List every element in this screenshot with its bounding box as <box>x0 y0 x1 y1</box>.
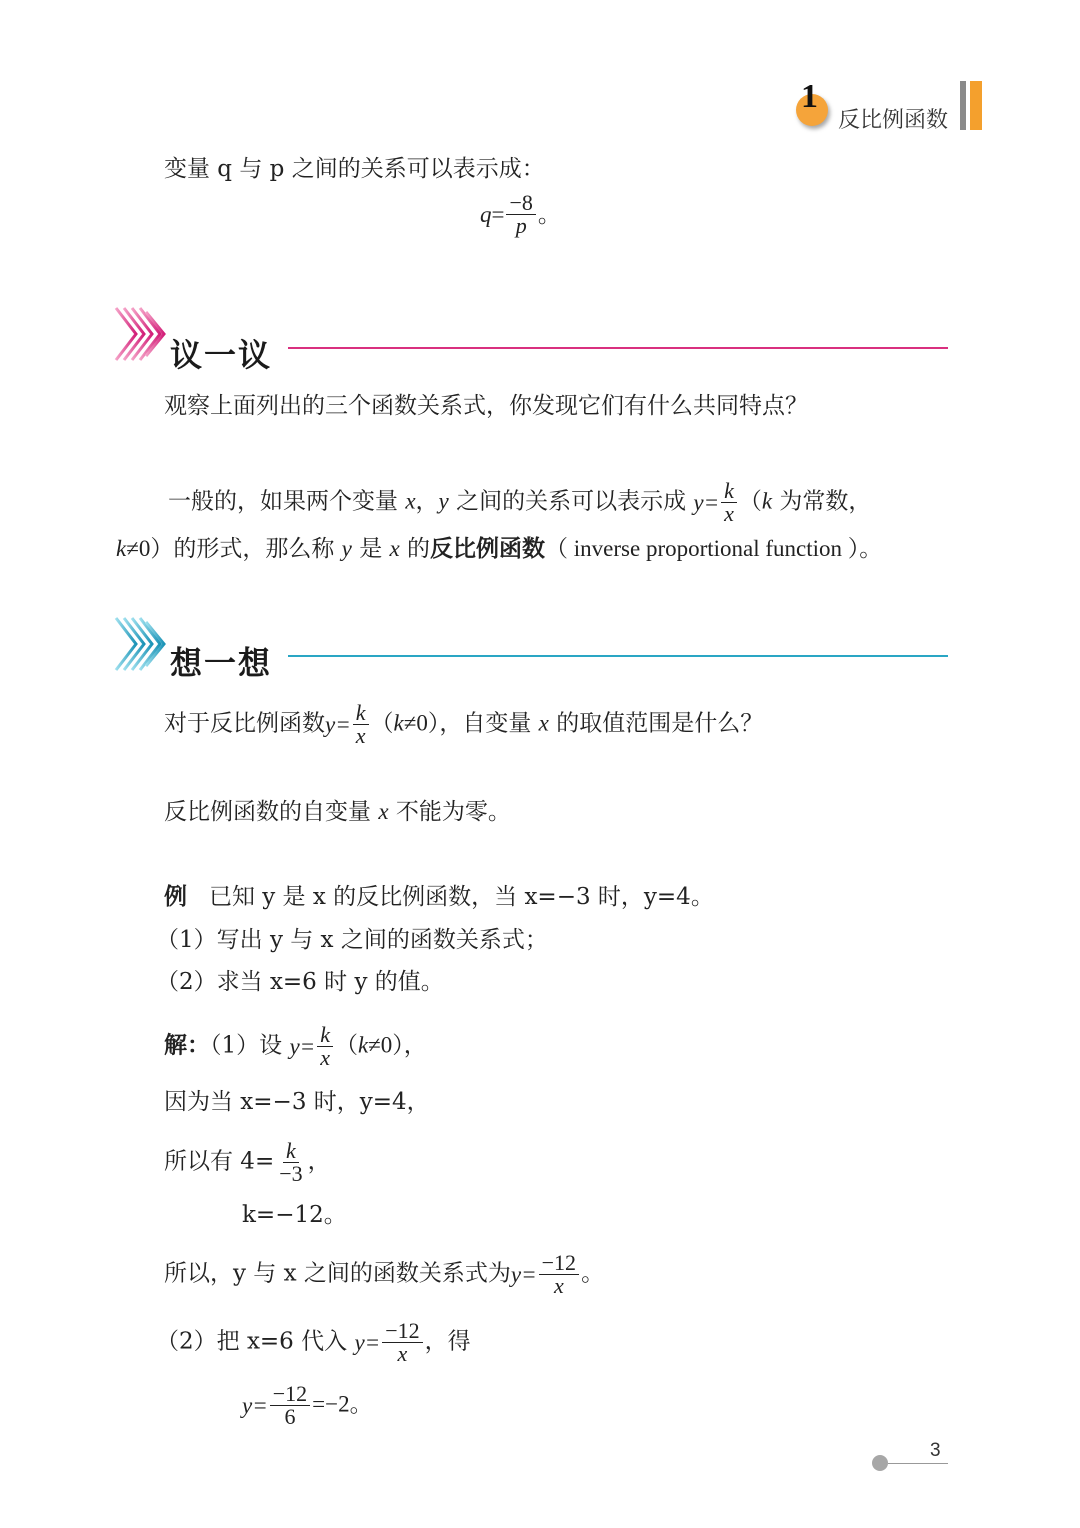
chapter-number: 1 <box>801 78 818 115</box>
solution-step-2: 因为当 x=−3 时，y=4， <box>164 1089 430 1115</box>
definition-term: 反比例函数 <box>430 535 546 562</box>
header-bar-gray <box>960 81 966 130</box>
example-given: 例 已知 y 是 x 的反比例函数，当 x=−3 时，y=4。 <box>164 883 714 910</box>
solution-step-4: k=−12。 <box>242 1202 347 1228</box>
definition-line-1: 一般的，如果两个变量 x，y 之间的关系可以表示成 y= $\frac{k}{x}$ （k 为常数， <box>168 478 872 526</box>
discuss-question: 观察上面列出的三个函数关系式，你发现它们有什么共同特点？ <box>164 393 808 419</box>
example-part-1: （1）写出 y 与 x 之间的函数关系式； <box>156 927 548 953</box>
think-answer: 反比例函数的自变量 x 不能为零。 <box>164 799 511 825</box>
example-label: 例 <box>164 883 187 910</box>
page-rule <box>888 1463 948 1464</box>
think-question: 对于反比例函数y= $\frac{k}{x}$ （k≠0），自变量 x 的取值范围是什么？ <box>164 700 764 748</box>
discuss-chevron-icon <box>114 304 168 364</box>
solution-step-5: 所以，y 与 x 之间的函数关系式为y= $\frac{-12}{x}$ 。 <box>164 1250 605 1298</box>
intro-formula: q= $\frac{-8}{p}$ 。 <box>480 190 561 238</box>
chapter-title: 反比例函数 <box>838 108 949 133</box>
solution-label: 解： <box>164 1031 210 1059</box>
solution-step-6: （2）把 x=6 代入 y= $\frac{-12}{x}$ ，得 <box>156 1318 471 1366</box>
solution-step-1: 解：（1）设 y= $\frac{k}{x}$ （k≠0）， <box>164 1022 427 1070</box>
example-part-2: （2）求当 x=6 时 y 的值。 <box>156 969 444 995</box>
discuss-divider <box>288 347 948 349</box>
page-dot <box>872 1455 888 1471</box>
solution-step-3: 所以有 4= $\frac{k}{-3}$ ， <box>164 1138 331 1186</box>
page-number: 3 <box>930 1440 941 1461</box>
solution-step-7: y= $\frac{-12}{6}$ =−2。 <box>242 1381 373 1429</box>
discuss-title: 议一议 <box>170 336 273 374</box>
think-chevron-icon <box>114 614 168 674</box>
definition-line-2: k≠0）的形式，那么称 y 是 x 的反比例函数（ inverse proportional function ）。 <box>116 535 883 562</box>
header-bar-orange <box>970 81 982 130</box>
intro-text: 变量 q 与 p 之间的关系可以表示成： <box>164 156 545 182</box>
think-title: 想一想 <box>170 644 273 682</box>
think-divider <box>288 655 948 657</box>
